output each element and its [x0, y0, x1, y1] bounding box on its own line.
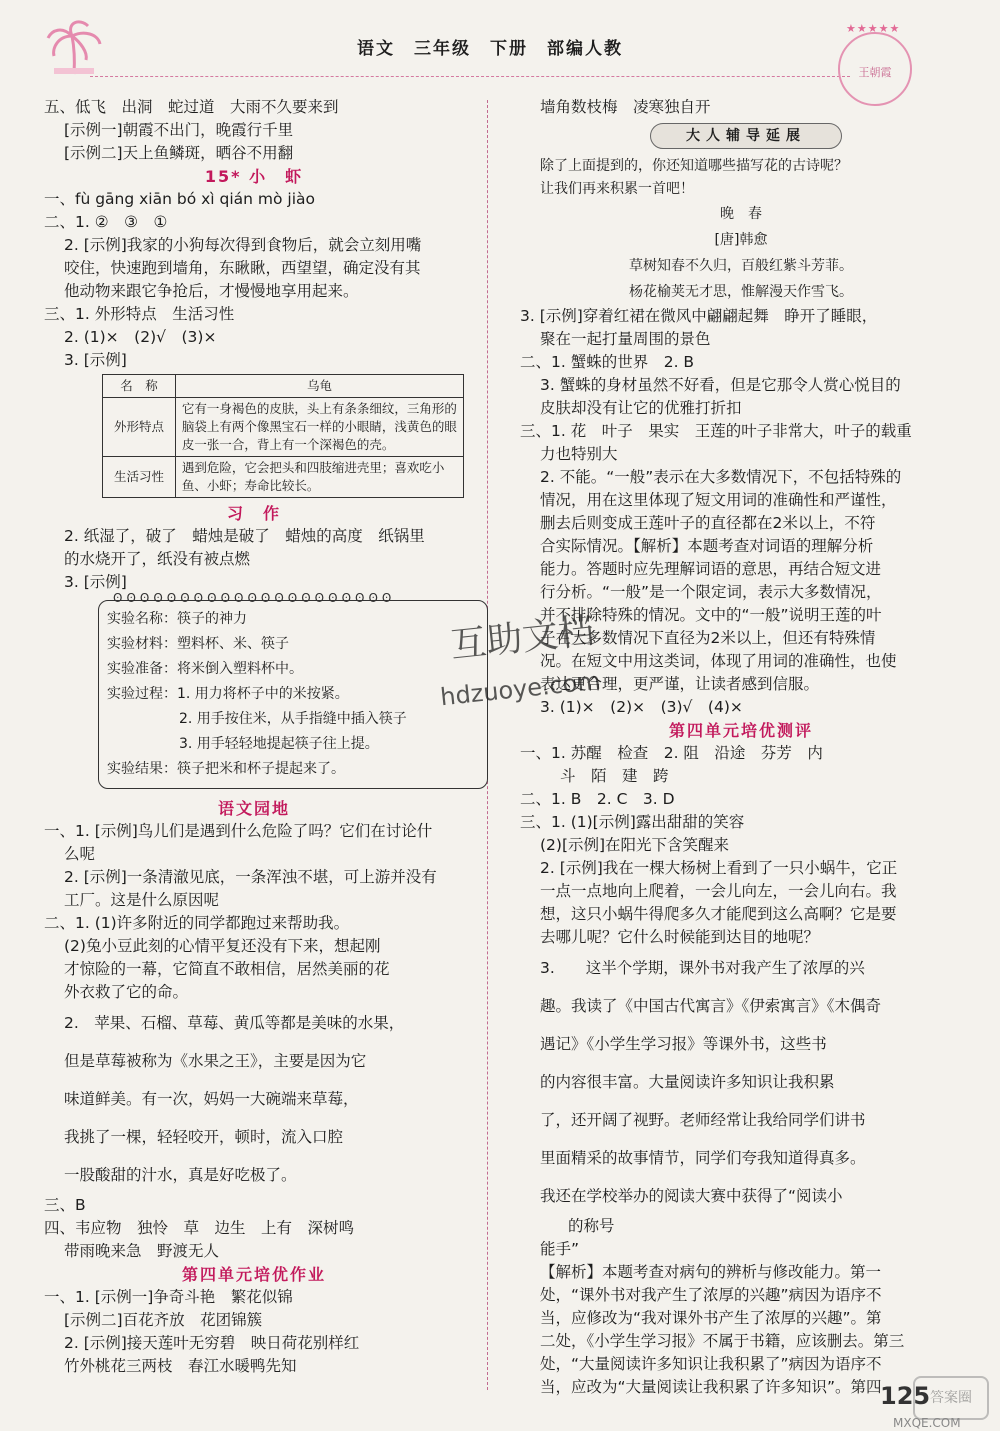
table-row-label: 外形特点	[103, 398, 176, 457]
box-line: 2. 用手按住米，从手指缝中插入筷子	[179, 711, 407, 727]
text-line: 带雨晚来急 野渡无人	[64, 1242, 220, 1260]
right-column	[520, 96, 962, 1399]
text-line: 皮肤却没有让它的优雅打折扣	[540, 399, 742, 417]
text-line: 味道鲜美。有一次，妈妈一大碗端来草莓，	[64, 1090, 359, 1108]
text-line: 能力。答题时应先理解词语的意思，再结合短文进	[540, 560, 882, 578]
brand-seal	[838, 32, 912, 106]
text-line: 2. (1)× (2)√ (3)×	[64, 328, 217, 346]
watermark: 互助文档	[448, 610, 597, 667]
text-line: 墙角数枝梅 凌寒独自开	[540, 98, 711, 116]
text-line: 的称号	[568, 1217, 615, 1235]
text-line: 我还在学校举办的阅读大赛中获得了“阅读小	[540, 1187, 843, 1205]
section-banner: 大人辅导延展	[650, 123, 842, 149]
section-title: 第四单元培优作业	[181, 1265, 326, 1284]
text-line: 3. (1)× (2)× (3)√ (4)×	[540, 698, 743, 716]
poem-line: 杨花榆荚无才思，惟解漫天作雪飞。	[629, 284, 853, 300]
text-line: 一、fù gāng xiān bó xì qián mò jiào	[44, 190, 316, 208]
text-line: 让我们再来积累一首吧！	[540, 181, 694, 197]
text-line: [示例二]百花齐放 花团锦簇	[64, 1311, 263, 1329]
text-line: 的水烧开了，纸没有被点燃	[64, 550, 251, 568]
table-header: 名 称	[103, 375, 176, 398]
text-line: [示例一]朝霞不出门，晚霞行千里	[64, 121, 294, 139]
text-line: 除了上面提到的，你还知道哪些描写花的古诗呢？	[540, 158, 848, 174]
text-line: 里面精采的故事情节，同学们夸我知道得真多。	[540, 1149, 866, 1167]
text-line: 遇记》《小学生学习报》等课外书，这些书	[540, 1035, 827, 1053]
table-cell: 它有一身褐色的皮肤，头上有条条细纹，三角形的脑袋上有两个像黑宝石一样的小眼睛，浅黄色的眼皮一张一合，背上有一个深褐色的壳。	[175, 398, 463, 457]
box-line: 3. 用手轻轻地提起筷子往上提。	[179, 736, 379, 752]
text-line: 三、1. (1)[示例]露出甜甜的笑容	[520, 813, 745, 831]
box-line: 实验结果：筷子把米和杯子提起来了。	[107, 761, 345, 777]
text-line: 的内容很丰富。大量阅读许多知识让我积累	[540, 1073, 835, 1091]
text-line: 三、1. 花 叶子 果实 王莲的叶子非常大，叶子的载重	[520, 422, 912, 440]
text-line: 一、1. 苏醒 检查 2. 阻 沿途 芬芳 内	[520, 744, 823, 762]
text-line: [示例二]天上鱼鳞斑，晒谷不用翻	[64, 144, 294, 162]
text-line: 3. [示例]	[64, 573, 127, 591]
text-line: 3. 蟹蛛的身材虽然不好看，但是它那令人赏心悦目的	[540, 376, 901, 394]
text-line: 趣。我读了《中国古代寓言》《伊索寓言》《木偶奇	[540, 997, 882, 1015]
text-line: 处，“大量阅读许多知识让我积累了”病因为语序不	[540, 1355, 882, 1373]
text-line: 况。在短文中用这类词，体现了用词的准确性，也使	[540, 652, 897, 670]
text-line: (2)[示例]在阳光下含笑醒来	[540, 836, 730, 854]
text-line: (2)兔小豆此刻的心情平复还没有下来，想起刚	[64, 937, 381, 955]
text-line: 当，应修改为“我对课外书产生了浓厚的兴趣”。第	[540, 1309, 882, 1327]
text-line: 情况，用在这里体现了短文用词的准确性和严谨性，	[540, 491, 897, 509]
watermark-url: hdzuoye.com	[438, 666, 602, 712]
answer-table	[102, 374, 464, 498]
text-line: 2. [示例]我在一棵大杨树上看到了一只小蜗牛，它正	[540, 859, 898, 877]
notebook-box	[98, 591, 488, 789]
text-line: 咬住，快速跑到墙角，东瞅瞅，西望望，确定没有其	[64, 259, 421, 277]
page-number: 125	[880, 1382, 931, 1410]
seal-text: 王朝霞	[858, 66, 892, 79]
text-line: 并不排除特殊的情况。文中的“一般”说明王莲的叶	[540, 606, 882, 624]
text-line: 2. 苹果、石榴、草莓、黄瓜等都是美味的水果，	[64, 1014, 405, 1032]
header-divider	[90, 76, 850, 77]
text-line: 但是草莓被称为《水果之王》，主要是因为它	[64, 1052, 367, 1070]
text-line: 三、1. 外形特点 生活习性	[44, 305, 235, 323]
binder-rings: ʘʘʘʘʘʘʘʘʘʘʘʘʘʘʘʘʘʘʘʘʘ	[113, 591, 396, 605]
text-line: 三、B	[44, 1196, 86, 1214]
text-line: 二、1. ② ③ ①	[44, 213, 168, 231]
text-line: 外衣救了它的命。	[64, 983, 189, 1001]
text-line: 一点一点地向上爬着，一会儿向左，一会儿向右。我	[540, 882, 897, 900]
text-line: 一股酸甜的汁水，真是好吃极了。	[64, 1166, 297, 1184]
text-line: 2. [示例]一条清澈见底，一条浑浊不堪，可上游并没有	[64, 868, 437, 886]
table-header: 乌龟	[175, 375, 463, 398]
text-line: 一、1. [示例]鸟儿们是遇到什么危险了吗？它们在讨论什	[44, 822, 433, 840]
section-title: 习 作	[226, 504, 281, 523]
text-line: 处，“课外书对我产生了浓厚的兴趣”病因为语序不	[540, 1286, 882, 1304]
text-line: 删去后则变成王莲叶子的直径都在2米以上，不符	[540, 514, 876, 532]
text-line: 竹外桃花三两枝 春江水暖鸭先知	[64, 1357, 297, 1375]
text-line: 聚在一起打量周围的景色	[540, 330, 711, 348]
section-title: 第四单元培优测评	[668, 721, 813, 740]
palm-tree-icon	[44, 18, 104, 76]
text-line: 2. 纸湿了，破了 蜡烛是破了 蜡烛的高度 纸锅里	[64, 527, 425, 545]
text-line: 力也特别大	[540, 445, 618, 463]
table-cell: 遇到危险，它会把头和四肢缩进壳里；喜欢吃小鱼、小虾；寿命比较长。	[175, 457, 463, 498]
text-line: 一、1. [示例一]争奇斗艳 繁花似锦	[44, 1288, 293, 1306]
text-line: 么呢	[64, 845, 96, 863]
text-line: 想，这只小蜗牛得爬多久才能爬到这么高啊？它是要	[540, 905, 897, 923]
text-line: 了，还开阔了视野。老师经常让我给同学们讲书	[540, 1111, 866, 1129]
poem-title: 晚 春	[720, 206, 762, 222]
text-line: 工厂。这是什么原因呢	[64, 891, 220, 909]
section-title: 语文园地	[217, 799, 290, 818]
poem-author: [唐]韩愈	[714, 232, 768, 248]
box-line: 实验准备：将米倒入塑料杯中。	[107, 661, 303, 677]
text-line: 2. [示例]接天莲叶无穷碧 映日荷花别样红	[64, 1334, 360, 1352]
text-line: 3. [示例]穿着红裙在微风中翩翩起舞 睁开了睡眼，	[520, 307, 878, 325]
text-line: 【解析】本题考查对病句的辨析与修改能力。第一	[540, 1263, 882, 1281]
text-line: 二、1. 蟹蛛的世界 2. B	[520, 353, 695, 371]
text-line: 2. 不能。“一般”表示在大多数情况下，不包括特殊的	[540, 468, 902, 486]
text-line: 他动物来跟它争抢后，才慢慢地享用起来。	[64, 282, 359, 300]
text-line: 合实际情况。【解析】本题考查对词语的理解分析	[540, 537, 874, 555]
section-title: 15* 小 虾	[204, 167, 304, 186]
corner-logo: 答案圈	[913, 1376, 989, 1420]
left-column	[44, 96, 464, 1378]
text-line: 四、韦应物 独怜 草 边生 上有 深树鸣	[44, 1219, 355, 1237]
star-icons: ★★★★★	[846, 22, 901, 35]
text-line: 子在大多数情况下直径为2米以上，但还有特殊情	[540, 629, 876, 647]
text-line: 表达更合理，更严谨，让读者感到信服。	[540, 675, 820, 693]
corner-url: MXQE.COM	[893, 1416, 961, 1430]
box-line: 实验名称：筷子的神力	[107, 611, 247, 627]
poem-line: 草树知春不久归，百般红紫斗芳菲。	[629, 258, 853, 274]
text-line: 二、1. B 2. C 3. D	[520, 790, 675, 808]
text-line: 才惊险的一幕，它简直不敢相信，居然美丽的花	[64, 960, 390, 978]
text-line: 二、1. (1)许多附近的同学都跑过来帮助我。	[44, 914, 350, 932]
box-line: 实验过程：1. 用力将杯子中的米按紧。	[107, 686, 349, 702]
text-line: 行分析。“一般”是一个限定词，表示大多数情况，	[540, 583, 882, 601]
text-line: 当，应改为“大量阅读让我积累了许多知识”。第四	[540, 1378, 882, 1396]
text-line: 去哪儿呢？它什么时候能到达目的地呢？	[540, 928, 820, 946]
text-line: 2. [示例]我家的小狗每次得到食物后，就会立刻用嘴	[64, 236, 422, 254]
text-line: 能手”	[540, 1240, 580, 1258]
text-line: 3. [示例]	[64, 351, 127, 369]
text-line: 二处，《小学生学习报》不属于书籍，应该删去。第三	[540, 1332, 905, 1350]
header	[0, 14, 1000, 79]
box-line: 实验材料：塑料杯、米、筷子	[107, 636, 289, 652]
text-line: 斗 陌 建 跨	[560, 767, 669, 785]
text-line: 3. 这半个学期，课外书对我产生了浓厚的兴	[540, 959, 865, 977]
header-title: 语文 三年级 下册 部编人教	[357, 39, 623, 59]
text-line: 我挑了一棵，轻轻咬开，顿时，流入口腔	[64, 1128, 344, 1146]
text-line: 五、低飞 出洞 蛇过道 大雨不久要来到	[44, 98, 339, 116]
table-row-label: 生活习性	[103, 457, 176, 498]
